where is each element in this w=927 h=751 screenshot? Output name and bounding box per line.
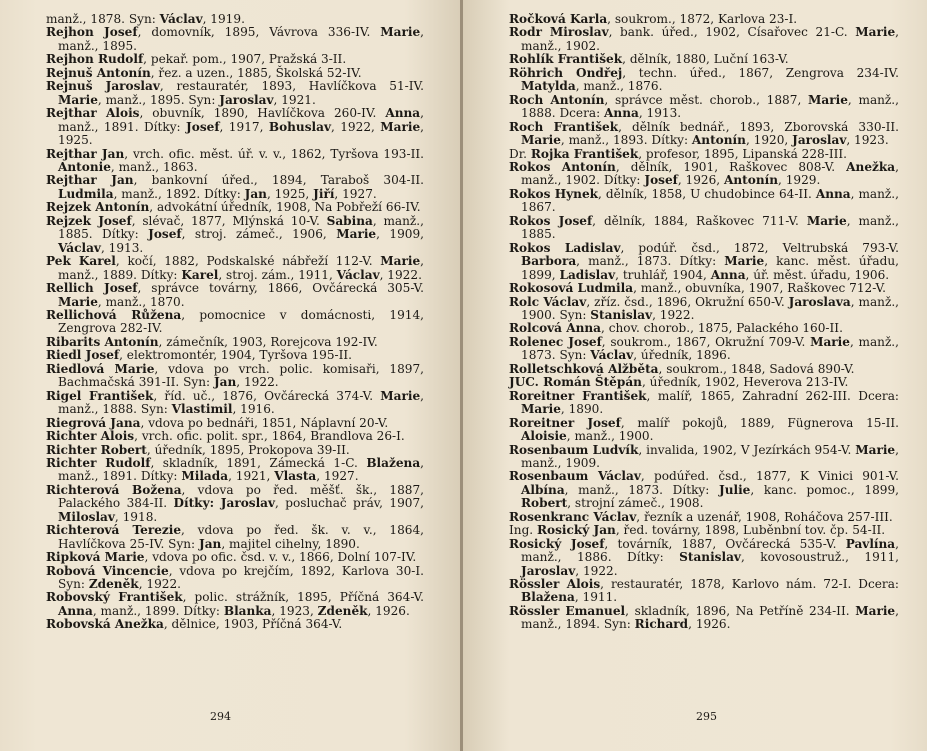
entry-text: , řez. a uzen., 1885, Školská 52-IV.	[150, 65, 362, 80]
entry-text: , 1929.	[778, 173, 821, 188]
entry-text: , soukrom., 1872, Karlova 23-I.	[607, 12, 798, 26]
entry-name: Anna	[58, 603, 93, 618]
entry-name: Roreitner Josef	[509, 415, 621, 430]
entry-name: Anežka	[846, 159, 896, 174]
entry-name: Marie	[58, 92, 98, 107]
entry-name: Ludmila	[58, 186, 114, 201]
directory-entry	[509, 296, 899, 323]
entry-text: , 1922,	[330, 119, 381, 134]
entry-name: Rejzek Josef	[46, 213, 132, 228]
directory-entry	[46, 67, 424, 80]
entry-name: Richterová Terezie	[46, 523, 182, 538]
entry-name: Rejzek Antonín	[46, 200, 150, 215]
entry-text: , vdova po bednáři, 1851, Náplavní 20-V.	[140, 415, 389, 430]
entry-name: Marie	[810, 334, 850, 349]
directory-entry	[46, 484, 424, 524]
entry-name: Rohlík František	[509, 52, 623, 67]
entry-text: , manž., 1876.	[575, 79, 663, 94]
directory-entry	[46, 457, 424, 484]
entry-name: Marie	[521, 133, 561, 148]
entry-text: , pomocnice v domácnosti, 1914, Zengrova 282-IV.	[58, 307, 424, 336]
directory-entry	[46, 444, 424, 457]
directory-entry	[46, 618, 424, 631]
entry-text: Ing.	[509, 523, 537, 538]
entry-name: Blažena	[366, 455, 421, 470]
entry-name: Miloslav	[58, 509, 115, 524]
entry-name: Ročková Karla	[509, 12, 608, 26]
entry-text: , pekař. pom., 1907, Pražská 3-II.	[143, 52, 347, 67]
entry-name: Karel	[181, 267, 219, 282]
entry-text: , 1919.	[202, 12, 245, 26]
directory-entry	[509, 578, 899, 605]
entry-text: , dělník bednář., 1893, Zborovská 330-II.	[618, 119, 899, 134]
entry-text: , skladník, 1891, Zámecká 1-C.	[150, 455, 367, 470]
directory-entry	[509, 444, 899, 471]
left-entry-list	[46, 13, 424, 632]
entry-text: , 1890.	[560, 402, 604, 417]
entry-name: Josef	[148, 227, 182, 242]
entry-name: Marie	[808, 92, 848, 107]
directory-entry	[509, 282, 899, 295]
entry-text: Dr.	[509, 146, 531, 161]
entry-name: Richter Robert	[46, 442, 147, 457]
directory-entry	[509, 13, 899, 26]
entry-name: Matylda	[521, 79, 576, 94]
entry-text: , invalida, 1902, V Jezírkách 954-V.	[638, 442, 856, 457]
entry-text: , 1913.	[638, 106, 682, 121]
left-page	[0, 0, 460, 751]
entry-text: , úředník, 1896.	[633, 348, 731, 363]
directory-entry	[509, 148, 899, 161]
entry-name: Ripková Marie	[46, 550, 145, 565]
entry-name: Zdeněk	[317, 603, 368, 618]
entry-name: Marie	[380, 119, 421, 134]
entry-text: , manž., 1900. Syn:	[521, 294, 900, 322]
entry-name: Roch František	[509, 119, 619, 134]
directory-entry	[509, 538, 899, 578]
entry-text: , manž., 1900.	[566, 429, 654, 444]
directory-entry	[509, 26, 899, 53]
entry-name: Rosický Josef	[509, 536, 605, 551]
entry-text: , správce měst. chorob., 1887,	[604, 92, 809, 107]
page-number-left: 294	[210, 710, 231, 723]
entry-text: , restauratér, 1893, Havlíčkova 51-IV.	[159, 79, 424, 94]
entry-name: Josef	[186, 119, 220, 134]
entry-text: , podúřed. čsd., 1877, K Vinici 901-V.	[640, 469, 899, 484]
entry-text: , dělník, 1880, Luční 163-V.	[622, 52, 789, 67]
entry-name: Roch Antonín	[509, 92, 605, 107]
entry-name: Rössler Emanuel	[509, 603, 626, 618]
entry-text: , manž., 1894. Syn:	[521, 603, 899, 632]
entry-text: , 1922.	[575, 563, 618, 578]
entry-text: , manž., 1886. Dítky:	[521, 536, 899, 565]
entry-name: Roreitner František	[509, 388, 647, 403]
entry-text: , posluchač práv, 1907,	[275, 496, 425, 511]
entry-text: , zámečník, 1903, Rorejcova 192-IV.	[158, 334, 378, 349]
entry-name: Rosenbaum Václav	[509, 469, 641, 484]
entry-name: Rokosová Ludmila	[509, 281, 634, 296]
entry-name: Jaroslava	[788, 294, 851, 309]
directory-entry	[46, 309, 424, 336]
entry-text: , úř. měst. úřadu, 1906.	[745, 267, 890, 282]
entry-name: Antonín	[724, 173, 779, 188]
entry-text: , bankovní úřed., 1894, Taraboš 304-II.	[133, 173, 424, 188]
entry-text: , techn. úřed., 1867, Zengrova 234-IV.	[622, 65, 899, 80]
entry-name: Richterová Božena	[46, 482, 182, 497]
entry-name: Marie	[58, 294, 98, 309]
entry-text: , manž., 1893. Dítky:	[560, 133, 692, 148]
entry-name: Marie	[380, 25, 421, 40]
entry-text: , 1926,	[677, 173, 724, 188]
entry-text: , dělník, 1884, Raškovec 711-V.	[592, 213, 807, 228]
directory-entry	[509, 67, 899, 94]
entry-text: , manž., 1895.	[58, 25, 424, 53]
entry-name: Rejnuš Jaroslav	[46, 79, 160, 94]
entry-text: , manž., 1885. Dítky:	[58, 213, 424, 242]
entry-text: , manž., 1873. Syn:	[521, 334, 899, 363]
entry-text: , podúř. čsd., 1872, Veltrubská 793-V.	[620, 240, 899, 255]
directory-entry	[509, 121, 899, 148]
entry-text: , stroj. zám., 1911,	[218, 267, 337, 282]
entry-text: , manž., 1873. Dítky:	[576, 254, 725, 269]
entry-name: Jaroslav	[219, 92, 274, 107]
directory-entry	[46, 363, 424, 390]
entry-text: , vdova po vrch. polic. komisaři, 1897, Bachmačská 391-II. Syn:	[58, 361, 425, 390]
entry-name: Marie	[380, 388, 421, 403]
directory-entry	[46, 26, 424, 53]
entry-name: Rellich Josef	[46, 281, 138, 296]
entry-name: Vlasta	[274, 469, 317, 484]
entry-name: Rejnuš Antonín	[46, 65, 151, 80]
entry-name: Ladislav	[559, 267, 616, 282]
entry-name: Ribarits Antonín	[46, 334, 159, 349]
entry-text: , strojní zámeč., 1908.	[567, 496, 704, 511]
entry-text: , majitel cihelny, 1890.	[221, 536, 360, 551]
entry-text: , kanc. pomoc., 1899,	[750, 482, 899, 497]
directory-entry	[509, 417, 899, 444]
entry-name: Marie	[380, 254, 421, 269]
entry-name: Antonie	[58, 159, 111, 174]
entry-name: Richter Alois	[46, 429, 135, 444]
directory-entry	[509, 161, 899, 188]
directory-entry	[509, 390, 899, 417]
directory-entry	[46, 349, 424, 362]
entry-name: Rokos Ladislav	[509, 240, 621, 255]
entry-name: Rosenbaum Ludvík	[509, 442, 639, 457]
directory-entry	[509, 188, 899, 215]
entry-name: Rokos Antonín	[509, 159, 616, 174]
entry-text: manž., 1878. Syn:	[46, 12, 160, 26]
entry-text: , 1911.	[574, 590, 618, 605]
entry-text: , 1927.	[334, 186, 377, 201]
entry-text: , 1922.	[236, 375, 279, 390]
entry-name: Robert	[521, 496, 568, 511]
entry-text: , 1909,	[376, 227, 425, 242]
entry-name: Jan	[244, 186, 267, 201]
entry-name: Dítky: Jaroslav	[173, 496, 276, 511]
directory-entry	[46, 174, 424, 201]
entry-text: , vdova po krejčím, 1892, Karlova 30-I. Syn:	[58, 563, 424, 592]
entry-text: , restauratér, 1878, Karlovo nám. 72-I. Dcera:	[600, 577, 899, 592]
directory-entry	[46, 417, 424, 430]
directory-entry	[46, 282, 424, 309]
entry-text: , vdova po řed. měšť. šk., 1887, Palackého 384-II.	[58, 482, 424, 511]
entry-name: Anna	[385, 106, 421, 121]
directory-entry	[46, 336, 424, 349]
directory-entry	[509, 470, 899, 510]
entry-name: Rellichová Růžena	[46, 307, 182, 322]
entry-text: , malíř, 1865, Zahradní 262-III. Dcera:	[646, 388, 900, 403]
entry-text: , advokátní úředník, 1908, Na Pobřeží 66-IV.	[149, 200, 421, 215]
entry-text: , manž., 1873. Dítky:	[564, 482, 719, 497]
entry-name: Václav	[159, 12, 203, 26]
entry-name: Bohuslav	[268, 119, 331, 134]
entry-name: Aloisie	[521, 429, 567, 444]
entry-name: Rejhon Josef	[46, 25, 138, 40]
entry-text: , manž., 1867.	[521, 186, 899, 215]
entry-name: Josef	[644, 173, 678, 188]
entry-text: , dělník, 1901, Raškovec 808-V.	[615, 159, 847, 174]
entry-text: , továrník, 1887, Ovčárecká 535-V.	[604, 536, 846, 551]
entry-name: Milada	[181, 469, 229, 484]
entry-name: Rejthar Jan	[46, 146, 125, 161]
entry-name: Rössler Alois	[509, 577, 601, 592]
entry-text: , manž., 1888. Dcera:	[521, 92, 899, 121]
entry-name: Marie	[855, 603, 896, 618]
entry-name: Pek Karel	[46, 254, 116, 269]
entry-name: Václav	[336, 267, 380, 282]
entry-name: Albína	[521, 482, 565, 497]
entry-name: Jan	[198, 536, 222, 551]
entry-name: Marie	[521, 402, 561, 417]
entry-name: Rolcová Anna	[509, 321, 602, 336]
entry-text: , kanc. měst. úřadu, 1899,	[521, 254, 900, 282]
entry-text: , manž., 1888. Syn:	[58, 388, 424, 417]
entry-name: Anna	[710, 267, 746, 282]
entry-text: , 1927.	[316, 469, 359, 484]
entry-name: Rigel František	[46, 388, 154, 403]
entry-text: , vdova po ofic. čsd. v. v., 1866, Dolní 107-IV.	[144, 550, 417, 565]
entry-text: , manž., 1902. Dítky:	[521, 159, 899, 188]
entry-name: Anna	[815, 186, 851, 201]
entry-text: , 1918.	[114, 509, 158, 524]
entry-name: Václav	[590, 348, 634, 363]
directory-entry	[509, 376, 899, 389]
entry-name: Zdeněk	[88, 577, 139, 592]
entry-text: , manž., 1895. Syn:	[97, 92, 220, 107]
directory-entry	[46, 107, 424, 147]
entry-text: , vrch. ofic. měst. úř. v. v., 1862, Tyršova 193-II.	[124, 146, 424, 161]
entry-name: Rolenec Josef	[509, 334, 602, 349]
entry-text: , 1922.	[379, 267, 422, 282]
entry-name: Jiří	[313, 186, 335, 201]
entry-text: , kočí, 1882, Podskalské nábřeží 112-V.	[115, 254, 381, 269]
entry-name: Robová Vincencie	[46, 563, 169, 578]
entry-text: , manž., 1902.	[521, 25, 900, 53]
directory-entry	[509, 322, 899, 335]
entry-name: Marie	[336, 227, 377, 242]
entry-name: Jaroslav	[792, 133, 847, 148]
directory-entry	[46, 13, 424, 26]
entry-name: Marie	[855, 442, 896, 457]
entry-name: Rokos Josef	[509, 213, 593, 228]
entry-name: Rokos Hynek	[509, 186, 599, 201]
entry-name: Rejthar Jan	[46, 173, 134, 188]
entry-name: JUC. Román Štěpán	[509, 375, 642, 390]
entry-text: , manž., 1885.	[521, 213, 900, 242]
page-number-right: 295	[696, 710, 717, 723]
directory-entry	[509, 94, 899, 121]
directory-entry	[46, 255, 424, 282]
entry-text: , 1925,	[266, 186, 314, 201]
entry-text: , manž., 1891. Dítky:	[58, 106, 424, 134]
entry-text: , soukrom., 1848, Sadová 890-V.	[658, 361, 855, 376]
entry-text: , 1913.	[100, 240, 144, 255]
entry-name: Jan	[213, 375, 237, 390]
directory-entry	[46, 565, 424, 592]
entry-text: , 1922.	[652, 307, 695, 322]
entry-name: Rojka František	[530, 146, 639, 161]
entry-name: Rolc Václav	[509, 294, 587, 309]
entry-text: , vrch. ofic. polit. spr., 1864, Brandlova 26-I.	[134, 429, 405, 444]
entry-name: Röhrich Ondřej	[509, 65, 623, 80]
entry-text: , bank. úřed., 1902, Císařovec 21-C.	[608, 25, 856, 40]
directory-entry	[46, 201, 424, 214]
entry-text: , manž., 1892. Dítky:	[113, 186, 245, 201]
right-entry-list	[509, 13, 899, 632]
entry-text: , manž., 1891. Dítky:	[58, 455, 425, 484]
entry-text: , manž., 1889. Dítky:	[58, 254, 424, 282]
entry-text: , soukrom., 1867, Okružní 709-V.	[601, 334, 811, 349]
entry-name: Rodr Miroslav	[509, 25, 609, 40]
entry-text: , 1926.	[688, 617, 731, 632]
entry-name: Barbora	[521, 254, 577, 269]
entry-text: , 1926.	[367, 603, 410, 618]
entry-name: Václav	[58, 240, 101, 255]
directory-entry	[509, 524, 899, 537]
entry-text: , dělnice, 1903, Příčná 364-V.	[163, 617, 343, 632]
entry-text: , kovosoustruž., 1911,	[740, 550, 899, 565]
entry-text: , 1923.	[846, 133, 889, 148]
directory-entry	[46, 215, 424, 255]
entry-text: , 1920,	[745, 133, 793, 148]
directory-entry	[46, 430, 424, 443]
directory-entry	[509, 511, 899, 524]
directory-entry	[46, 80, 424, 107]
entry-text: , manž., obuvníka, 1907, Raškovec 712-V.	[633, 281, 886, 296]
entry-name: Sabina	[326, 213, 373, 228]
entry-text: , 1923,	[271, 603, 318, 618]
entry-text: , domovník, 1895, Vávrova 336-IV.	[137, 25, 381, 40]
entry-text: , 1925.	[58, 119, 425, 148]
entry-text: , zříz. čsd., 1896, Okružní 650-V.	[586, 294, 789, 309]
entry-name: Marie	[855, 25, 896, 40]
entry-name: Rosický Jan	[537, 523, 616, 538]
entry-text: , chov. chorob., 1875, Palackého 160-II.	[601, 321, 843, 336]
entry-text: , 1917,	[219, 119, 269, 134]
entry-text: , 1921,	[228, 469, 275, 484]
directory-entry	[46, 53, 424, 66]
entry-text: , manž., 1870.	[97, 294, 185, 309]
entry-name: Anna	[604, 106, 639, 121]
entry-text: , manž., 1863.	[110, 159, 198, 174]
directory-entry	[509, 53, 899, 66]
entry-name: Stanislav	[590, 307, 653, 322]
entry-name: Blažena	[521, 590, 575, 605]
entry-text: , manž., 1899. Dítky:	[92, 603, 224, 618]
entry-name: Pavlína	[845, 536, 896, 551]
entry-text: , říd. uč., 1876, Ovčárecká 374-V.	[153, 388, 381, 403]
entry-text: , obuvník, 1890, Havlíčkova 260-IV.	[139, 106, 386, 121]
entry-name: Blanka	[223, 603, 272, 618]
directory-entry	[46, 591, 424, 618]
directory-entry	[46, 551, 424, 564]
entry-name: Rejthar Alois	[46, 106, 140, 121]
entry-text: , profesor, 1895, Lipanská 228-III.	[638, 146, 847, 161]
entry-name: Vlastimil	[171, 402, 233, 417]
entry-name: Marie	[806, 213, 847, 228]
entry-text: , dělník, 1858, U chudobince 64-II.	[598, 186, 816, 201]
entry-text: , řed. továrny, 1898, Luběnbní tov. čp. 54-II.	[615, 523, 886, 538]
entry-text: , 1916.	[232, 402, 275, 417]
right-page	[463, 0, 927, 751]
entry-text: , úředník, 1895, Prokopova 39-II.	[146, 442, 350, 457]
entry-name: Riedlová Marie	[46, 361, 155, 376]
entry-name: Rolletschková Alžběta	[509, 361, 659, 376]
directory-entry	[46, 148, 424, 175]
entry-text: , malíř pokojů, 1889, Fügnerova 15-II.	[620, 415, 899, 430]
entry-text: , truhlář, 1904,	[615, 267, 711, 282]
entry-text: , 1922.	[138, 577, 181, 592]
entry-text: , vdova po řed. šk. v. v., 1864, Havlíčkova 25-IV. Syn:	[58, 523, 424, 551]
entry-text: , elektromontér, 1904, Tyršova 195-II.	[119, 348, 353, 363]
entry-text: , skladník, 1896, Na Petříně 234-II.	[625, 603, 856, 618]
directory-entry	[509, 336, 899, 363]
entry-text: , úředník, 1902, Heverova 213-IV.	[641, 375, 849, 390]
directory-entry	[46, 524, 424, 551]
directory-entry	[509, 605, 899, 632]
directory-entry	[46, 390, 424, 417]
entry-name: Marie	[724, 254, 765, 269]
entry-name: Robovská Anežka	[46, 617, 164, 632]
entry-name: Antonín	[691, 133, 746, 148]
entry-text: , 1921.	[273, 92, 316, 107]
entry-name: Robovský František	[46, 590, 183, 605]
entry-text: , polic. strážník, 1895, Příčná 364-V.	[182, 590, 424, 605]
entry-text: , manž., 1909.	[521, 442, 899, 470]
entry-name: Julie	[718, 482, 751, 497]
entry-name: Rosenkranc Václav	[509, 509, 637, 524]
directory-entry	[509, 242, 899, 282]
directory-entry	[509, 215, 899, 242]
entry-text: , slévač, 1877, Mlýnská 10-V.	[131, 213, 327, 228]
entry-name: Riegrová Jana	[46, 415, 141, 430]
entry-name: Riedl Josef	[46, 348, 120, 363]
entry-text: , správce továrny, 1866, Ovčárecká 305-V.	[137, 281, 424, 296]
entry-name: Stanislav	[679, 550, 741, 565]
entry-text: , stroj. zámeč., 1906,	[181, 227, 337, 242]
entry-text: , řezník a uzenář, 1908, Roháčova 257-III.	[636, 509, 893, 524]
entry-name: Jaroslav	[521, 563, 576, 578]
entry-name: Richter Rudolf	[46, 455, 151, 470]
entry-name: Rejhon Rudolf	[46, 52, 144, 67]
entry-name: Richard	[634, 617, 689, 632]
